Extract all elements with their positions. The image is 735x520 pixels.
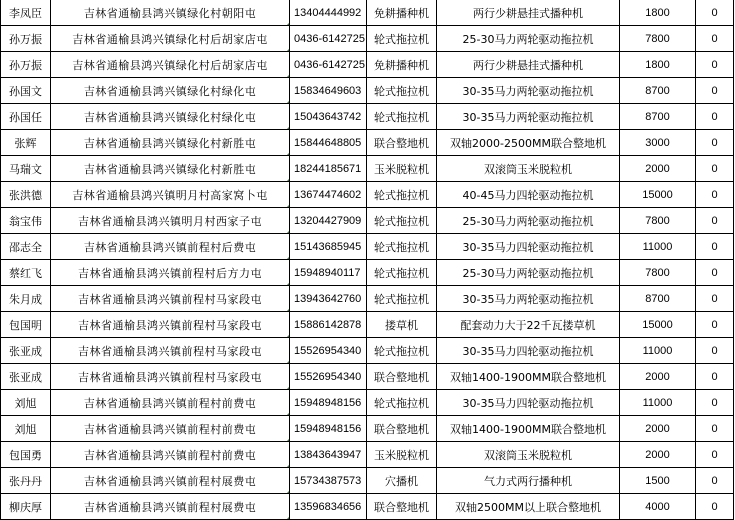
address-cell[interactable]: 吉林省通榆县鸿兴镇前程村马家段屯 [51,312,290,338]
price-cell[interactable]: 7800 [620,260,696,286]
amount-cell[interactable]: 0 [696,494,734,520]
price-cell[interactable]: 11000 [620,234,696,260]
amount-cell[interactable]: 0 [696,312,734,338]
name-cell[interactable]: 邵志全 [1,234,51,260]
amount-cell[interactable]: 0 [696,416,734,442]
price-cell[interactable]: 4000 [620,494,696,520]
phone-cell[interactable]: 13404444992 [290,0,367,26]
machine-type-cell[interactable]: 轮式拖拉机 [367,208,437,234]
phone-cell[interactable]: 13943642760 [290,286,367,312]
name-cell[interactable]: 孙万振 [1,52,51,78]
price-cell[interactable]: 7800 [620,26,696,52]
phone-cell[interactable]: 15043643742 [290,104,367,130]
address-cell[interactable]: 吉林省通榆县鸿兴镇前程村后费屯 [51,234,290,260]
table-row [1,468,734,494]
price-cell[interactable]: 15000 [620,182,696,208]
name-cell[interactable]: 孙国任 [1,104,51,130]
machine-type-cell[interactable]: 玉米脱粒机 [367,156,437,182]
amount-cell[interactable]: 0 [696,0,734,26]
address-cell[interactable]: 吉林省通榆县鸿兴镇明月村西家子屯 [51,208,290,234]
price-cell[interactable]: 1800 [620,52,696,78]
address-cell[interactable]: 吉林省通榆县鸿兴镇绿化村新胜屯 [51,130,290,156]
table-row [1,286,734,312]
amount-cell[interactable]: 0 [696,338,734,364]
table-row [1,364,734,390]
phone-cell[interactable]: 15834649603 [290,78,367,104]
name-cell[interactable]: 李凤臣 [1,0,51,26]
amount-cell[interactable]: 0 [696,468,734,494]
machine-model-cell[interactable]: 配套动力大于22千瓦搂草机 [437,312,620,338]
amount-cell[interactable]: 0 [696,130,734,156]
address-cell[interactable]: 吉林省通榆县鸿兴镇前程村马家段屯 [51,286,290,312]
table-row [1,234,734,260]
machine-type-cell[interactable]: 轮式拖拉机 [367,260,437,286]
table-row [1,130,734,156]
machine-model-cell[interactable]: 25-30马力两轮驱动拖拉机 [437,26,620,52]
machine-type-cell[interactable]: 搂草机 [367,312,437,338]
price-cell[interactable]: 2000 [620,364,696,390]
address-cell[interactable]: 吉林省通榆县鸿兴镇前程村前费屯 [51,416,290,442]
machine-model-cell[interactable]: 30-35马力两轮驱动拖拉机 [437,286,620,312]
machine-type-cell[interactable]: 轮式拖拉机 [367,390,437,416]
amount-cell[interactable]: 0 [696,52,734,78]
machine-type-cell[interactable]: 穴播机 [367,468,437,494]
name-cell[interactable]: 张亚成 [1,338,51,364]
table-row [1,442,734,468]
address-cell[interactable]: 吉林省通榆县鸿兴镇前程村展费屯 [51,468,290,494]
address-cell[interactable]: 吉林省通榆县鸿兴镇绿化村绿化屯 [51,104,290,130]
table-row [1,494,734,520]
machine-type-cell[interactable]: 轮式拖拉机 [367,182,437,208]
name-cell[interactable]: 蔡红飞 [1,260,51,286]
price-cell[interactable]: 7800 [620,208,696,234]
price-cell[interactable]: 15000 [620,312,696,338]
table-row [1,78,734,104]
price-cell[interactable]: 2000 [620,442,696,468]
machine-model-cell[interactable]: 双滚筒玉米脱粒机 [437,156,620,182]
table-row [1,312,734,338]
amount-cell[interactable]: 0 [696,390,734,416]
machine-type-cell[interactable]: 轮式拖拉机 [367,26,437,52]
machine-type-cell[interactable]: 轮式拖拉机 [367,78,437,104]
machine-model-cell[interactable]: 双滚筒玉米脱粒机 [437,442,620,468]
phone-cell[interactable]: 13843643947 [290,442,367,468]
machine-model-cell[interactable]: 两行少耕悬挂式播种机 [437,52,620,78]
table-row [1,156,734,182]
amount-cell[interactable]: 0 [696,208,734,234]
name-cell[interactable]: 孙国文 [1,78,51,104]
amount-cell[interactable]: 0 [696,78,734,104]
table-row [1,338,734,364]
name-cell[interactable]: 张亚成 [1,364,51,390]
address-cell[interactable]: 吉林省通榆县鸿兴镇绿化村后胡家店屯 [51,52,290,78]
phone-cell[interactable]: 15948948156 [290,416,367,442]
machine-type-cell[interactable]: 联合整地机 [367,494,437,520]
machine-model-cell[interactable]: 30-35马力两轮驱动拖拉机 [437,78,620,104]
machine-model-cell[interactable]: 双轴2000-2500MM联合整地机 [437,130,620,156]
table-row [1,416,734,442]
phone-cell[interactable]: 15844648805 [290,130,367,156]
address-cell[interactable]: 吉林省通榆县鸿兴镇绿化村绿化屯 [51,78,290,104]
amount-cell[interactable]: 0 [696,104,734,130]
price-cell[interactable]: 11000 [620,338,696,364]
name-cell[interactable]: 刘旭 [1,390,51,416]
phone-cell[interactable]: 15886142878 [290,312,367,338]
name-cell[interactable]: 翁宝伟 [1,208,51,234]
machine-model-cell[interactable]: 30-35马力四轮驱动拖拉机 [437,390,620,416]
machine-model-cell[interactable]: 气力式两行播种机 [437,468,620,494]
price-cell[interactable]: 3000 [620,130,696,156]
amount-cell[interactable]: 0 [696,234,734,260]
address-cell[interactable]: 吉林省通榆县鸿兴镇绿化村后胡家店屯 [51,26,290,52]
machine-model-cell[interactable]: 30-35马力两轮驱动拖拉机 [437,104,620,130]
machine-model-cell[interactable]: 双轴1400-1900MM联合整地机 [437,364,620,390]
machine-model-cell[interactable]: 25-30马力两轮驱动拖拉机 [437,260,620,286]
name-cell[interactable]: 包国勇 [1,442,51,468]
machine-type-cell[interactable]: 联合整地机 [367,364,437,390]
phone-cell[interactable]: 0436-6142725 [290,52,367,78]
price-cell[interactable]: 8700 [620,104,696,130]
amount-cell[interactable]: 0 [696,442,734,468]
machine-model-cell[interactable]: 双轴1400-1900MM联合整地机 [437,416,620,442]
phone-cell[interactable]: 13204427909 [290,208,367,234]
table-row [1,260,734,286]
machine-model-cell[interactable]: 40-45马力四轮驱动拖拉机 [437,182,620,208]
name-cell[interactable]: 张洪德 [1,182,51,208]
price-cell[interactable]: 8700 [620,78,696,104]
address-cell[interactable]: 吉林省通榆县鸿兴镇明月村高家窝卜屯 [51,182,290,208]
amount-cell[interactable]: 0 [696,364,734,390]
phone-cell[interactable]: 15948940117 [290,260,367,286]
machine-type-cell[interactable]: 免耕播种机 [367,0,437,26]
machine-type-cell[interactable]: 联合整地机 [367,130,437,156]
machine-type-cell[interactable]: 玉米脱粒机 [367,442,437,468]
phone-cell[interactable]: 13674474602 [290,182,367,208]
table-row [1,52,734,78]
table-row [1,182,734,208]
amount-cell[interactable]: 0 [696,26,734,52]
machine-type-cell[interactable]: 免耕播种机 [367,52,437,78]
price-cell[interactable]: 11000 [620,390,696,416]
phone-cell[interactable]: 15948948156 [290,390,367,416]
table-row [1,104,734,130]
address-cell[interactable]: 吉林省通榆县鸿兴镇前程村马家段屯 [51,338,290,364]
amount-cell[interactable]: 0 [696,156,734,182]
name-cell[interactable]: 张丹丹 [1,468,51,494]
name-cell[interactable]: 张辉 [1,130,51,156]
machine-type-cell[interactable]: 轮式拖拉机 [367,104,437,130]
phone-cell[interactable]: 15526954340 [290,338,367,364]
machine-model-cell[interactable]: 双轴2500MM以上联合整地机 [437,494,620,520]
address-cell[interactable]: 吉林省通榆县鸿兴镇前程村马家段屯 [51,364,290,390]
phone-cell[interactable]: 18244185671 [290,156,367,182]
table-row [1,390,734,416]
address-cell[interactable]: 吉林省通榆县鸿兴镇前程村前费屯 [51,390,290,416]
machine-type-cell[interactable]: 轮式拖拉机 [367,338,437,364]
amount-cell[interactable]: 0 [696,286,734,312]
machine-model-cell[interactable]: 两行少耕悬挂式播种机 [437,0,620,26]
machine-model-cell[interactable]: 30-35马力四轮驱动拖拉机 [437,338,620,364]
phone-cell[interactable]: 15143685945 [290,234,367,260]
machine-model-cell[interactable]: 30-35马力四轮驱动拖拉机 [437,234,620,260]
table-row [1,26,734,52]
address-cell[interactable]: 吉林省通榆县鸿兴镇前程村后方力屯 [51,260,290,286]
price-cell[interactable]: 1500 [620,468,696,494]
address-cell[interactable]: 吉林省通榆县鸿兴镇前程村前费屯 [51,442,290,468]
phone-cell[interactable]: 15734387573 [290,468,367,494]
machine-type-cell[interactable]: 轮式拖拉机 [367,286,437,312]
phone-cell[interactable]: 13596834656 [290,494,367,520]
phone-cell[interactable]: 15526954340 [290,364,367,390]
price-cell[interactable]: 2000 [620,156,696,182]
amount-cell[interactable]: 0 [696,182,734,208]
amount-cell[interactable]: 0 [696,260,734,286]
name-cell[interactable]: 马瑞文 [1,156,51,182]
address-cell[interactable]: 吉林省通榆县鸿兴镇绿化村新胜屯 [51,156,290,182]
machine-model-cell[interactable]: 25-30马力两轮驱动拖拉机 [437,208,620,234]
name-cell[interactable]: 朱月成 [1,286,51,312]
table-row [1,208,734,234]
address-cell[interactable]: 吉林省通榆县鸿兴镇前程村展费屯 [51,494,290,520]
machine-type-cell[interactable]: 轮式拖拉机 [367,234,437,260]
name-cell[interactable]: 包国明 [1,312,51,338]
price-cell[interactable]: 2000 [620,416,696,442]
price-cell[interactable]: 1800 [620,0,696,26]
phone-cell[interactable]: 0436-6142725 [290,26,367,52]
price-cell[interactable]: 8700 [620,286,696,312]
name-cell[interactable]: 柳庆厚 [1,494,51,520]
name-cell[interactable]: 刘旭 [1,416,51,442]
machine-type-cell[interactable]: 联合整地机 [367,416,437,442]
name-cell[interactable]: 孙万振 [1,26,51,52]
address-cell[interactable]: 吉林省通榆县鸿兴镇绿化村朝阳屯 [51,0,290,26]
table-row [1,0,734,26]
